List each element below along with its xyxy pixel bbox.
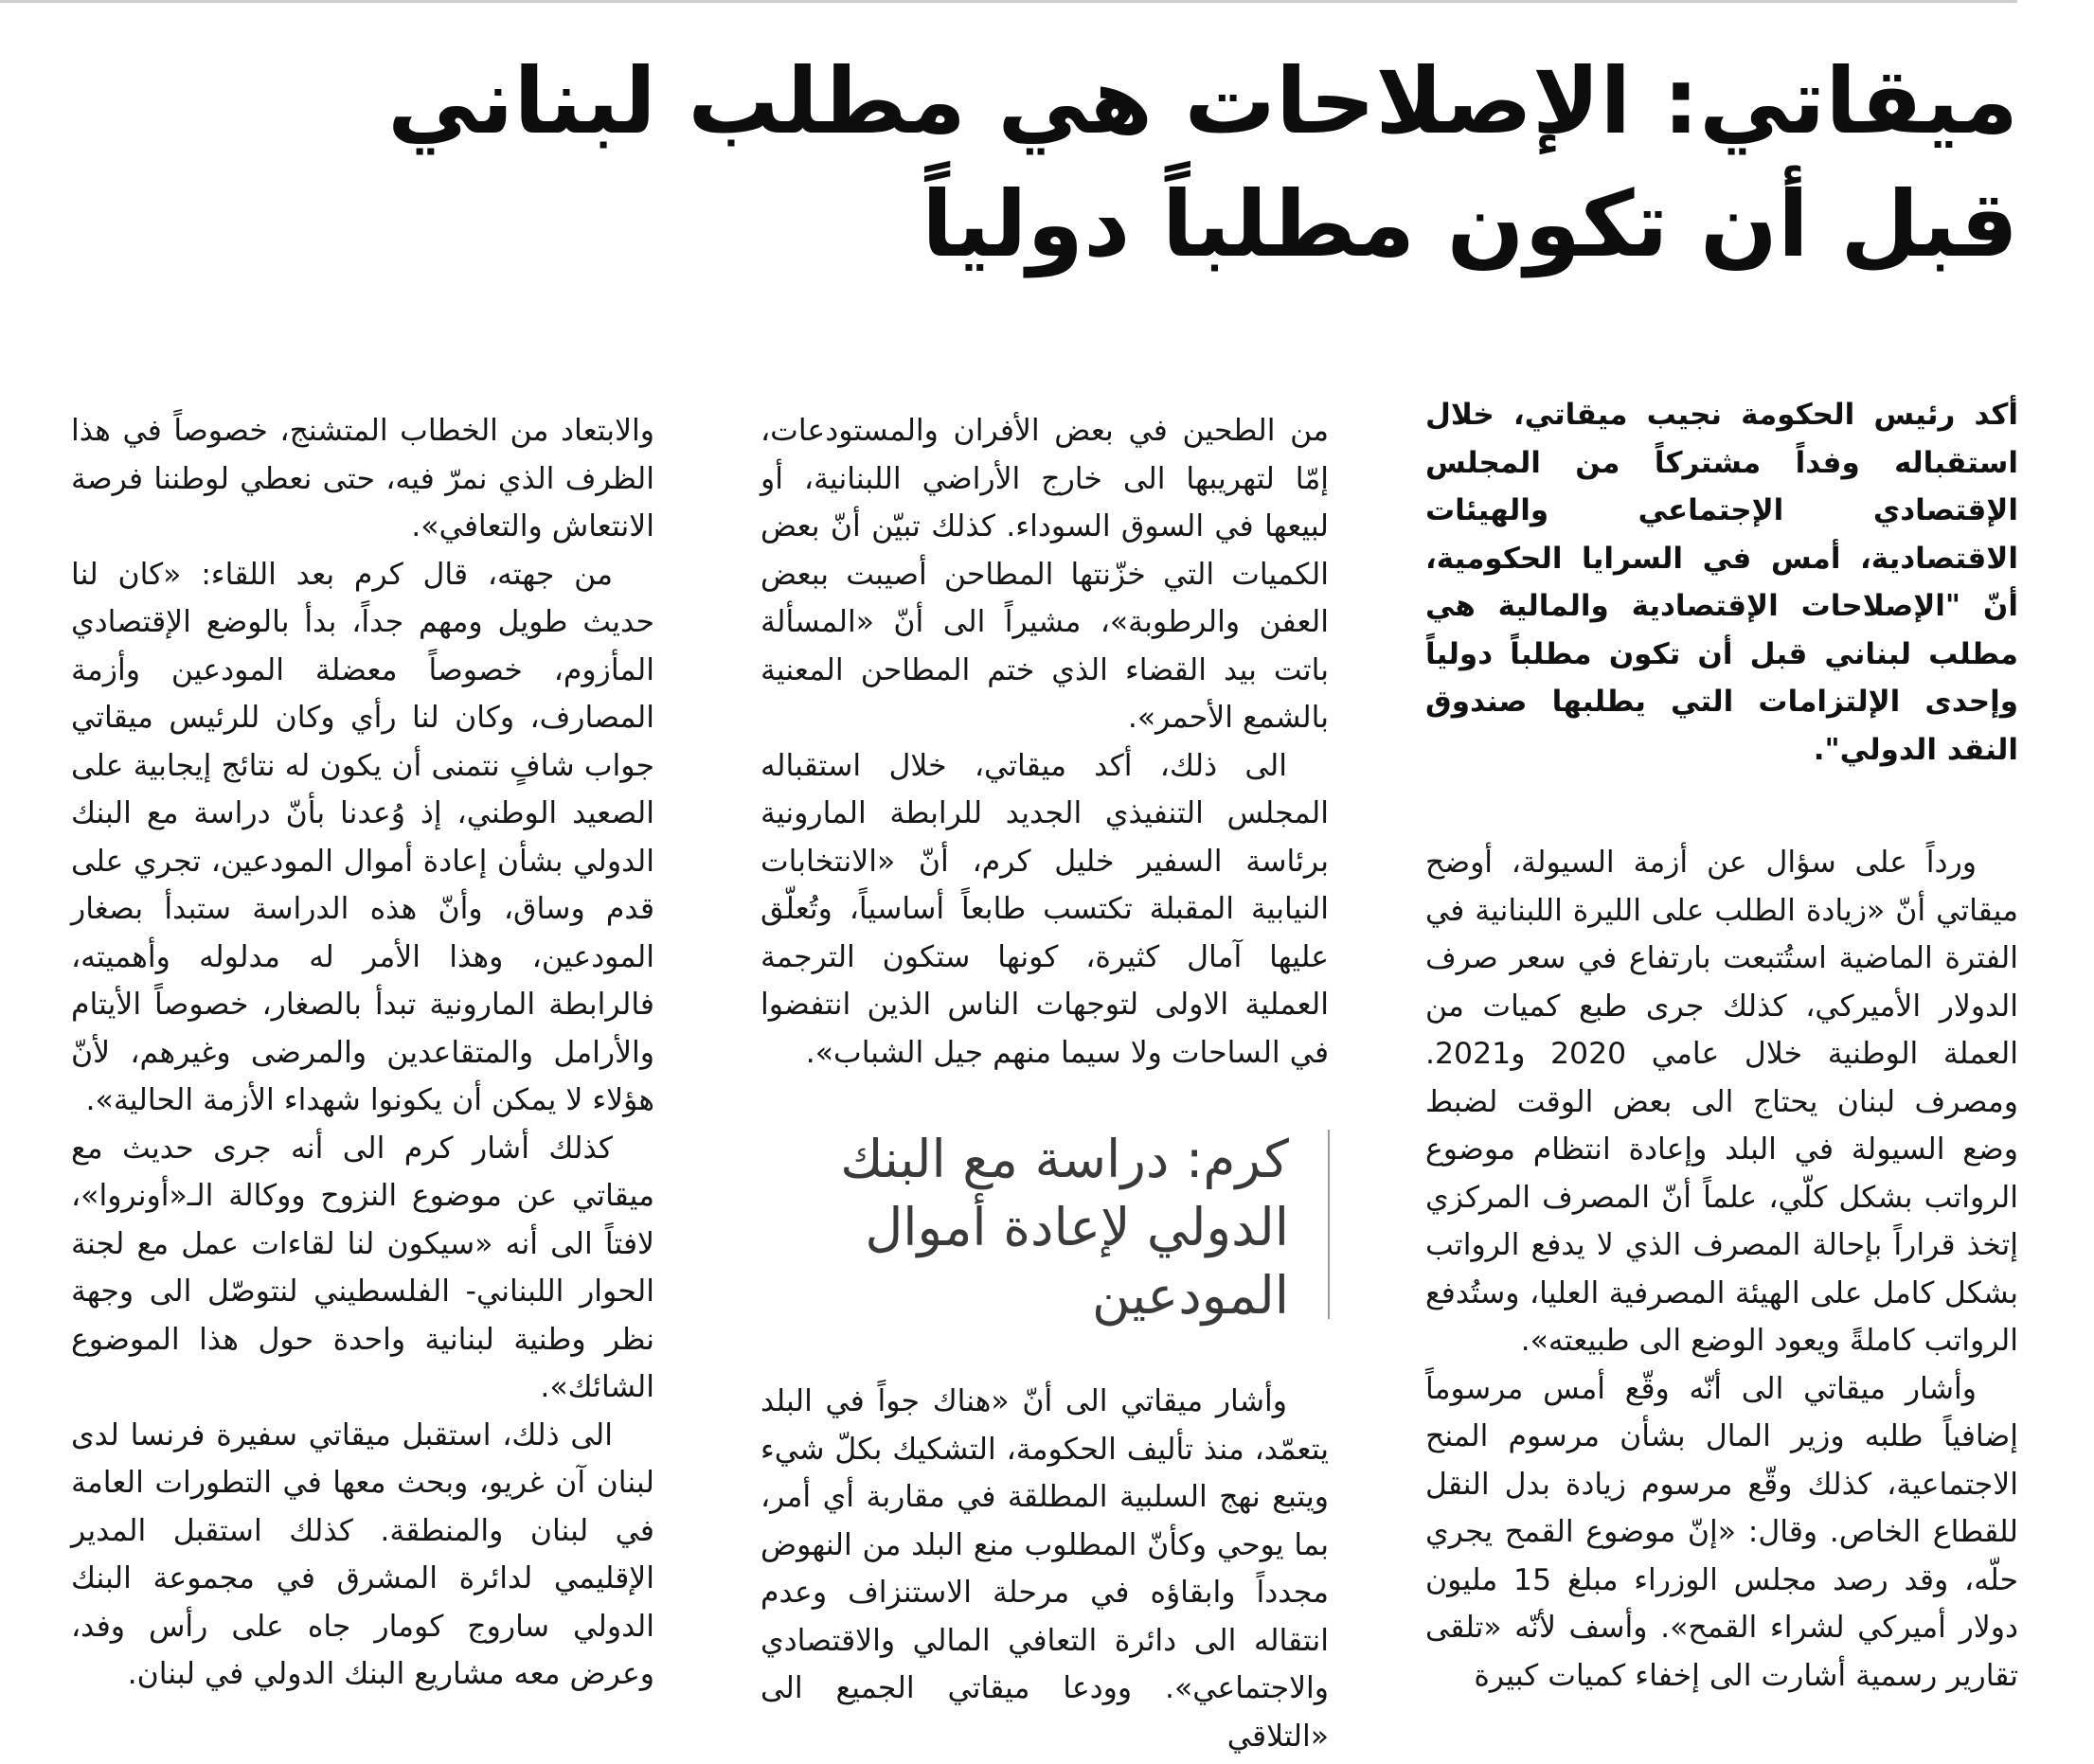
headline [86,40,2018,286]
paragraph: ورداً على سؤال عن أزمة السيولة، أوضح ميقاتي أنّ «زيادة الطلب على الليرة اللبنانية في الفترة الماضية استُتبعت بارتفاع في سعر صرف الدولار الأميركي، كذلك جرى طبع كميات من العملة الوطنية خلال عامي 2020 و2021. ومصرف لبنان يحتاج الى بعض الوقت لضبط وضع السيولة في البلد وإعادة انتظام موضوع الرواتب بشكل كلّي، علماً أنّ المصرف المركزي إتخذ قراراً بإحالة المصرف الذي لا يدفع الرواتب بشكل كامل على الهيئة المصرفية العليا، وستُدفع الرواتب كاملةً ويعود الوضع الى طبيعته». [1425,846,2018,1358]
pullquote: كرم: دراسة مع البنك الدولي لإعادة أموال المودعين [840,1129,1289,1326]
lead-paragraph: أكد رئيس الحكومة نجيب ميقاتي، خلال استقباله وفداً مشتركاً من المجلس الإقتصادي الإجتماعي والهيئات الاقتصادية، أمس في السرايا الحكومية، أنّ "الإصلاحات الإقتصادية والمالية هي مطلب لبناني قبل أن تكون مطلباً دولياً وإحدى الإلتزامات التي يطلبها صندوق النقد الدولي". [1425,398,2018,767]
column-middle-bottom [761,1378,1329,1760]
top-divider [0,0,2017,3]
column-left [71,407,654,1699]
headline-line-1: ميقاتي: الإصلاحات هي مطلب لبناني [387,48,2018,154]
paragraph: من جهته، قال كرم بعد اللقاء: «كان لنا حديث طويل ومهم جداً، بدأ بالوضع الإقتصادي المأزوم، خصوصاً معضلة المودعين وأزمة المصارف، وكان لنا رأي وكان للرئيس ميقاتي جواب شافٍ نتمنى أن يكون له نتائج إيجابية على الصعيد الوطني، إذ وُعدنا بأنّ دراسة مع البنك الدولي بشأن إعادة أموال المودعين، تجري على قدم وساق، وأنّ هذه الدراسة ستبدأ بصغار المودعين، وهذا الأمر له مدلوله وأهميته، فالرابطة المارونية تبدأ بالصغار، خصوصاً الأيتام والأرامل والمتقاعدين والمرضى وغيرهم، لأنّ هؤلاء لا يمكن أن يكونوا شهداء الأزمة الحالية». [71,557,654,1117]
paragraph: وأشار ميقاتي الى أنّه وقّع أمس مرسوماً إضافياً طلبه وزير المال بشأن مرسوم المنح الاجتماعية، كذلك وقّع مرسوم زيادة بدل النقل للقطاع الخاص. وقال: «إنّ موضوع القمح يجري حلّه، وقد رصد مجلس الوزراء مبلغ 15 مليون دولار أميركي لشراء القمح». وأسف لأنّه «تلقى تقارير رسمية أشارت الى إخفاء كميات كبيرة [1425,1371,2018,1693]
paragraph: والابتعاد من الخطاب المتشنج، خصوصاً في هذا الظرف الذي نمرّ فيه، حتى نعطي لوطننا فرصة الانتعاش والتعافي». [71,414,654,543]
paragraph: الى ذلك، أكد ميقاتي، خلال استقباله المجلس التنفيذي الجديد للرابطة المارونية برئاسة السفير خليل كرم، أنّ «الانتخابات النيابية المقبلة تكتسب طابعاً أساسياً، وتُعلّق عليها آمال كثيرة، كونها ستكون الترجمة العملية الاولى لتوجهات الناس الذين انتفضوا في الساحات ولا سيما منهم جيل الشباب». [761,748,1329,1070]
headline-line-2: قبل أن تكون مطلباً دولياً [922,171,2018,277]
paragraph: الى ذلك، استقبل ميقاتي سفيرة فرنسا لدى لبنان آن غريو، وبحث معها في التطورات العامة في لبنان والمنطقة. كذلك استقبل المدير الإقليمي لدائرة المشرق في مجموعة البنك الدولي ساروج كومار جاه على رأس وفد، وعرض معه مشاريع البنك الدولي في لبنان. [71,1417,654,1691]
paragraph: وأشار ميقاتي الى أنّ «هناك جواً في البلد يتعمّد، منذ تأليف الحكومة، التشكيك بكلّ شيء ويتبع نهج السلبية المطلقة في مقاربة أي أمر، بما يوحي وكأنّ المطلوب منع البلد من النهوض مجدداً وابقاؤه في مرحلة الاستنزاف وعدم انتقاله الى دائرة التعافي المالي والاقتصادي والاجتماعي». وودعا ميقاتي الجميع الى «التلاقي [761,1384,1329,1754]
paragraph: كذلك أشار كرم الى أنه جرى حديث مع ميقاتي عن موضوع النزوح ووكالة الـ«أونروا»، لافتاً الى أنه «سيكون لنا لقاءات عمل مع لجنة الحوار اللبناني- الفلسطيني لنتوصّل الى وجهة نظر وطنية لبنانية واحدة حول هذا الموضوع الشائك». [71,1131,654,1404]
column-middle-top [761,407,1329,1077]
pullquote-rule [1328,1130,1330,1319]
column-right-body [1425,839,2018,1700]
paragraph: من الطحين في بعض الأفران والمستودعات، إمّا لتهريبها الى خارج الأراضي اللبنانية، أو لبيعها في السوق السوداء. كذلك تبيّن أنّ بعض الكميات التي خزّنتها المطاحن أصيبت ببعض العفن والرطوبة»، مشيراً الى أنّ «المسألة باتت بيد القضاء الذي ختم المطاحن المعنية بالشمع الأحمر». [761,414,1329,735]
